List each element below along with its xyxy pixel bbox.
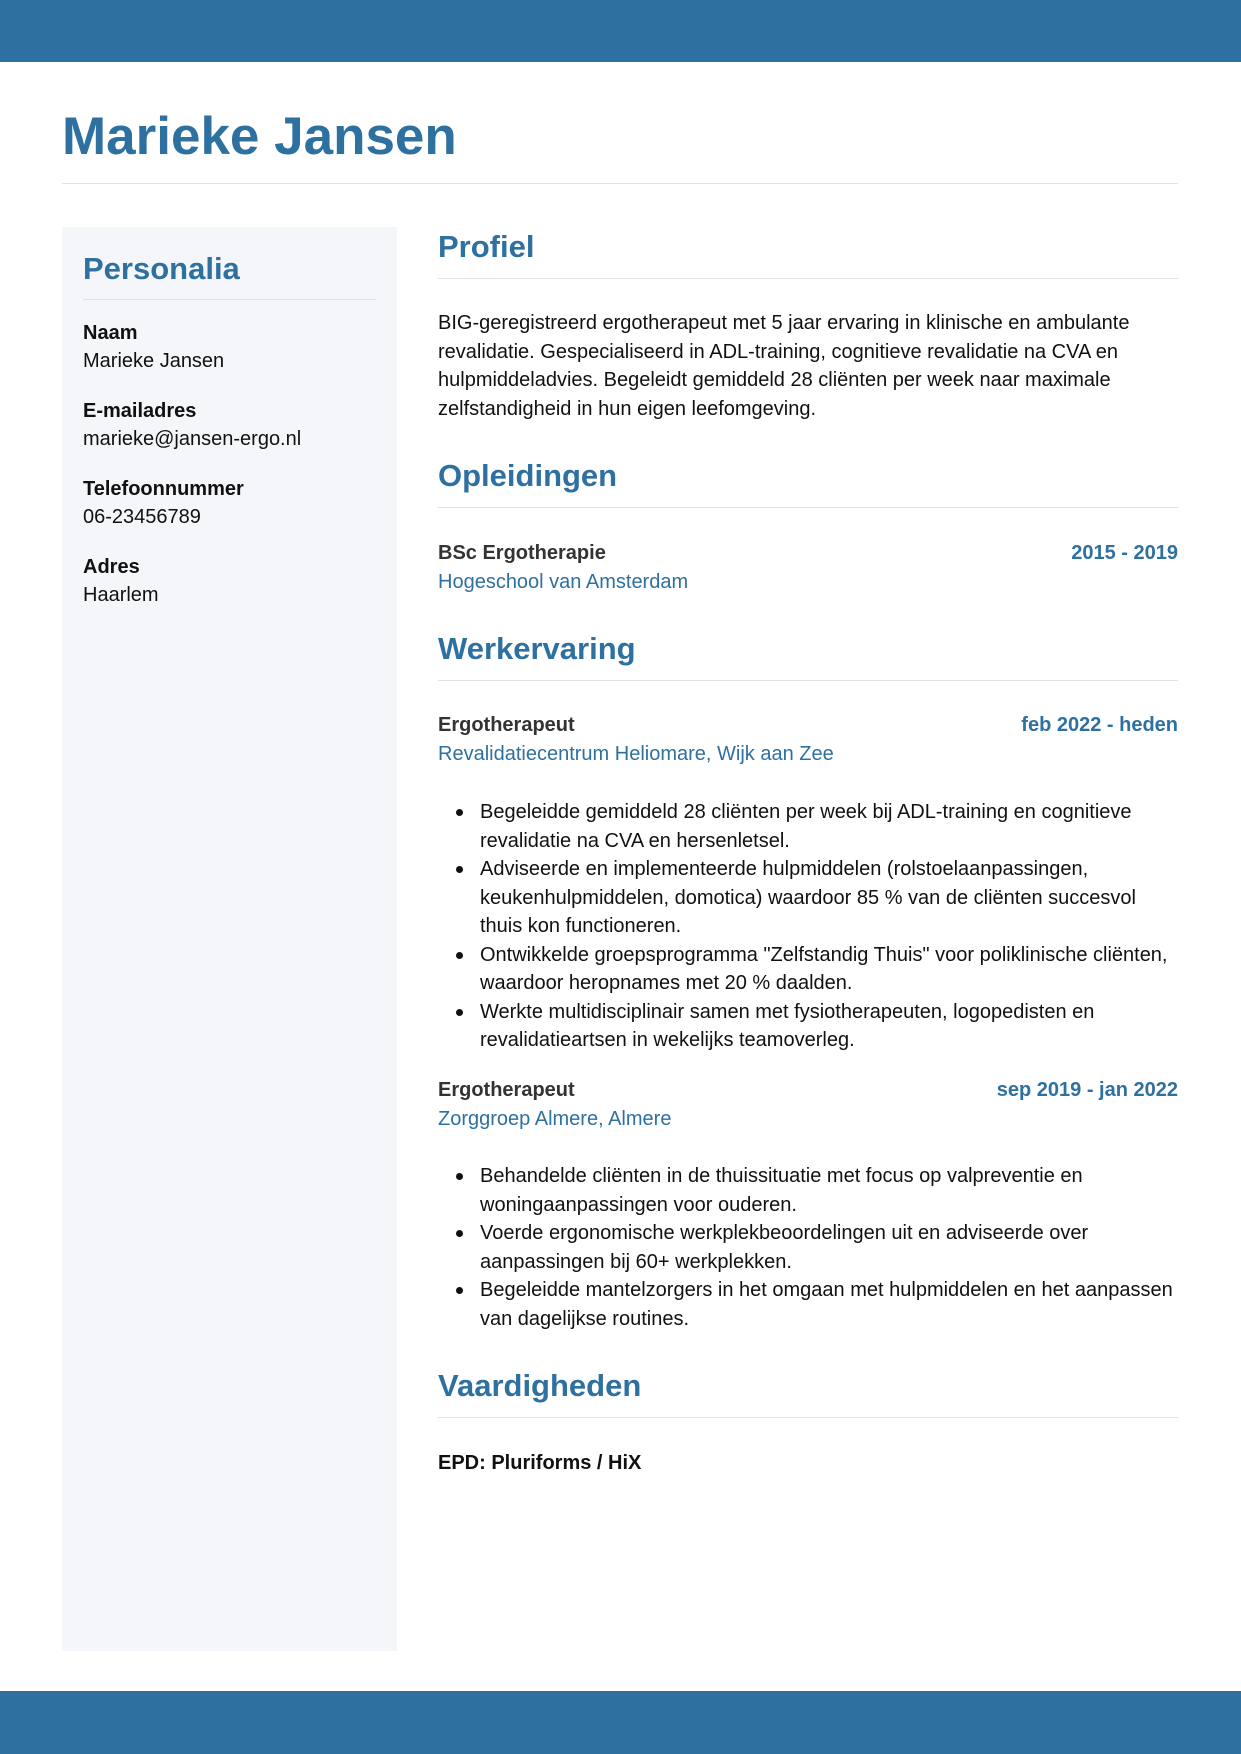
sidebar-title: Personalia — [83, 251, 240, 286]
section-title-profile: Profiel — [438, 229, 535, 264]
sidebar-divider — [83, 299, 376, 300]
section-divider — [438, 1417, 1178, 1418]
field-value: 06-23456789 — [83, 506, 201, 528]
section-divider — [438, 278, 1178, 279]
field-label: E-mailadres — [83, 400, 197, 422]
field-value: Marieke Jansen — [83, 350, 225, 372]
field-phone — [83, 475, 383, 531]
section-divider — [438, 680, 1178, 681]
candidate-name: Marieke Jansen — [62, 107, 457, 166]
job-title: Ergotherapeut — [438, 714, 575, 736]
field-name — [83, 319, 383, 375]
list-item: Behandelde cliënten in de thuissituatie met focus op valpreventie en woningaanpassingen voor ouderen. — [438, 1162, 1178, 1219]
skill-item: EPD: Pluriforms / HiX — [438, 1452, 642, 1474]
job-title: Ergotherapeut — [438, 1079, 575, 1101]
education-degree: BSc Ergotherapie — [438, 542, 606, 564]
section-divider — [438, 507, 1178, 508]
field-label: Adres — [83, 556, 140, 578]
job-dates: sep 2019 - jan 2022 — [996, 1079, 1178, 1101]
section-title-experience: Werkervaring — [438, 631, 636, 666]
section-title-skills: Vaardigheden — [438, 1368, 642, 1403]
list-item: Adviseerde en implementeerde hulpmiddelen (rolstoelaanpassingen, keukenhulpmiddelen, domotica) waardoor 85 % van de cliënten succesvol thuis kon functioneren. — [438, 855, 1178, 941]
job-bullets — [438, 1162, 1178, 1333]
section-title-education: Opleidingen — [438, 458, 618, 493]
field-email — [83, 397, 383, 453]
education-school: Hogeschool van Amsterdam — [438, 571, 689, 593]
list-item: Begeleidde mantelzorgers in het omgaan met hulpmiddelen en het aanpassen van dagelijkse routines. — [438, 1276, 1178, 1333]
education-dates: 2015 - 2019 — [1071, 542, 1178, 564]
list-item: Ontwikkelde groepsprogramma "Zelfstandig Thuis" voor poliklinische cliënten, waardoor heropnames met 20 % daalden. — [438, 941, 1178, 998]
email-link[interactable]: marieke@jansen-ergo.nl — [83, 428, 302, 450]
job-employer: Zorggroep Almere, Almere — [438, 1108, 672, 1130]
field-label: Naam — [83, 322, 138, 344]
personal-info-sidebar — [62, 227, 397, 1651]
top-banner — [0, 0, 1241, 62]
field-label: Telefoonnummer — [83, 478, 244, 500]
field-address — [83, 553, 383, 609]
profile-text: BIG-geregistreerd ergotherapeut met 5 jaar ervaring in klinische en ambulante revalidatie. Gespecialiseerd in ADL-training, cognitieve revalidatie na CVA en hulpmiddeladvies. Begeleidt gemiddeld 28 cliënten per week naar maximale zelfstandigheid in hun eigen leefomgeving. — [438, 312, 1130, 421]
job-dates: feb 2022 - heden — [1021, 714, 1178, 736]
bottom-banner — [0, 1691, 1241, 1754]
name-divider — [62, 183, 1178, 184]
field-value: Haarlem — [83, 584, 159, 606]
job-employer: Revalidatiecentrum Heliomare, Wijk aan Zee — [438, 743, 834, 765]
list-item: Begeleidde gemiddeld 28 cliënten per week bij ADL-training en cognitieve revalidatie na CVA en hersenletsel. — [438, 798, 1178, 855]
list-item: Werkte multidisciplinair samen met fysiotherapeuten, logopedisten en revalidatieartsen in wekelijks teamoverleg. — [438, 998, 1178, 1055]
job-bullets — [438, 798, 1178, 1055]
list-item: Voerde ergonomische werkplekbeoordelingen uit en adviseerde over aanpassingen bij 60+ werkplekken. — [438, 1219, 1178, 1276]
